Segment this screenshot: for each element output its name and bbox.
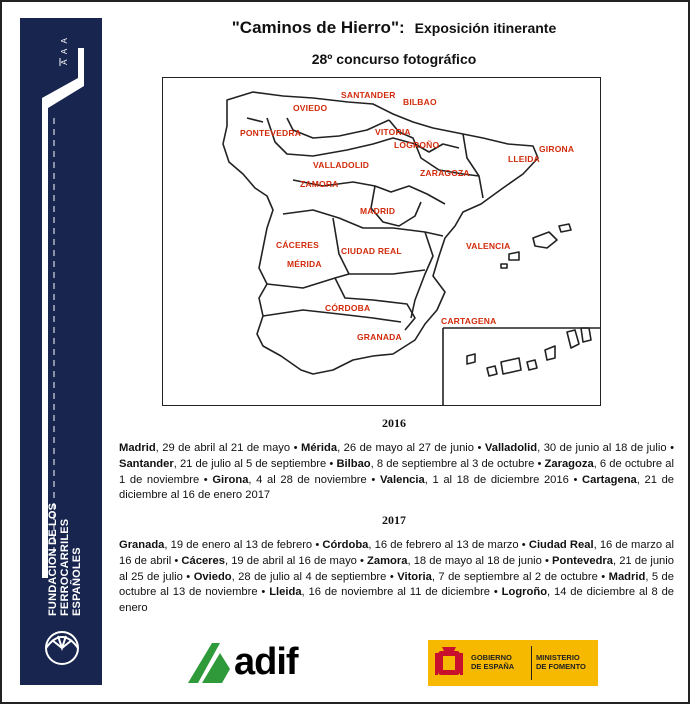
bullet-separator: • [568,473,583,486]
page-subtitle: 28º concurso fotográfico [311,51,477,67]
schedule-2016 [119,441,674,504]
bullet-separator: • [490,586,502,599]
venue-city: Pontevedra [552,554,613,567]
venue-dates: , 16 de marzo al 16 de abril [119,539,674,567]
bullet-separator: • [171,554,182,567]
venue-city: Bilbao [336,457,371,470]
venue-dates: , 21 de diciembre al 16 de enero 2017 [119,473,675,502]
venue-dates: , 26 de mayo al 27 de junio [337,442,474,454]
venue-dates: , 28 de julio al 4 de septiembre [231,570,387,583]
venue-dates: , 8 de septiembre al 3 de octubre [370,457,535,470]
venue-city: Córdoba [322,539,369,551]
venue-city: Valencia [379,473,425,486]
bullet-separator: • [199,473,213,486]
bullet-separator: • [518,539,529,551]
venue-dates: , 6 de octubre al 1 de noviembre [119,457,674,486]
map-label-cartagena: CARTAGENA [441,316,497,326]
venue-dates: , 21 de junio al 25 de julio [119,554,674,583]
venue-dates: , 16 de noviembre al 11 de diciembre [301,586,491,599]
venue-dates: , 7 de septiembre al 2 de octubre [431,570,598,583]
venue-dates: , 14 de diciembre al 8 de enero [119,586,675,615]
venue-dates: , 21 de julio al 5 de septiembre [173,457,327,470]
venue-city: Girona [212,473,249,486]
bullet-separator: • [356,554,368,567]
map-label-vitoria: VITORIA [375,127,411,137]
adif-wordmark: adif [234,641,298,683]
logo-divider [531,646,532,680]
bullet-separator: • [257,586,270,599]
venue-dates: , 30 de junio al 18 de julio [537,442,667,454]
title-main: "Caminos de Hierro": [231,18,405,37]
venue-dates: , 18 de mayo al 18 de junio [407,554,542,567]
map-label-lleida: LLEIDA [508,154,540,164]
spain-map [162,77,601,406]
bullet-separator: • [474,442,485,454]
venue-city: Oviedo [193,570,232,583]
venue-city: Mérida [301,442,338,454]
map-label-zaragoza: ZARAGOZA [420,168,470,178]
bullet-separator: • [386,570,398,583]
bullet-separator: • [312,539,323,551]
venue-city: Zaragoza [544,457,594,470]
venue-city: Granada [119,539,165,551]
bullet-separator: • [597,570,609,583]
venue-city: Valladolid [484,442,538,454]
venue-dates: , 1 al 18 de diciembre 2016 [424,473,569,486]
adif-logo [186,637,336,685]
bullet-separator: • [326,457,337,470]
map-label-zamora: ZAMORA [300,179,339,189]
foundation-name: FUNDACIÓN DE LOS FERROCARRILES ESPAÑOLES [47,502,83,616]
map-label-valencia: VALENCIA [466,241,511,251]
adif-mark-icon [186,639,232,685]
venue-dates: , 19 de abril al 16 de mayo [224,554,357,567]
venue-dates: , 29 de abril al 21 de mayo [155,442,291,454]
venue-dates: , 19 de enero al 13 de febrero [164,539,313,551]
map-label-pontevedra: PONTEVEDRA [240,128,302,138]
year-heading-2016: 2016 [382,416,406,430]
bullet-separator: • [182,570,194,583]
venue-dates: , 4 al 28 de noviembre [248,473,367,486]
gobierno-text: GOBIERNO DE ESPAÑA [471,653,515,671]
venue-city: Madrid [119,442,156,454]
map-label-logrono: LOGROÑO [394,140,440,150]
map-label-girona: GIRONA [539,144,575,154]
venue-city: Ciudad Real [528,539,594,551]
map-label-bilbao: BILBAO [403,97,437,107]
venue-city: Vitoria [397,570,432,583]
map-label-cordoba: CÓRDOBA [325,303,371,313]
coat-of-arms-icon [434,645,464,681]
map-label-santander: SANTANDER [341,90,396,100]
page-title [120,18,668,38]
bullet-separator: • [541,554,553,567]
map-label-caceres: CÁCERES [276,240,319,250]
sidebar-banner [20,18,102,685]
venue-city: Cartagena [582,473,637,486]
map-label-ciudad-real: CIUDAD REAL [341,246,402,256]
map-label-granada: GRANADA [357,332,402,342]
venue-city: Santander [119,457,174,470]
bullet-separator: • [366,473,380,486]
bullet-separator: • [666,442,674,454]
venue-city: Cáceres [181,554,225,567]
gobierno-logo [428,640,598,686]
venue-city: Zamora [367,554,408,567]
map-label-oviedo: OVIEDO [293,103,328,113]
year-heading-2017: 2017 [382,513,406,527]
map-label-madrid: MADRID [360,206,396,216]
ministerio-text: MINISTERIO DE FOMENTO [536,653,586,671]
bullet-separator: • [290,442,301,454]
venue-city: Madrid [608,570,646,583]
venue-dates: , 5 de octubre al 13 de noviembre [119,570,674,599]
map-label-valladolid: VALLADOLID [313,160,370,170]
sidebar-mark: A A A [59,36,69,65]
bullet-separator: • [534,457,545,470]
title-exhibition: Exposición itinerante [414,20,557,36]
venue-city: Lleida [269,586,302,599]
map-label-merida: MÉRIDA [287,259,322,269]
venue-city: Logroño [501,586,548,599]
venue-dates: , 16 de febrero al 13 de marzo [368,539,519,551]
schedule-2017 [119,538,674,617]
